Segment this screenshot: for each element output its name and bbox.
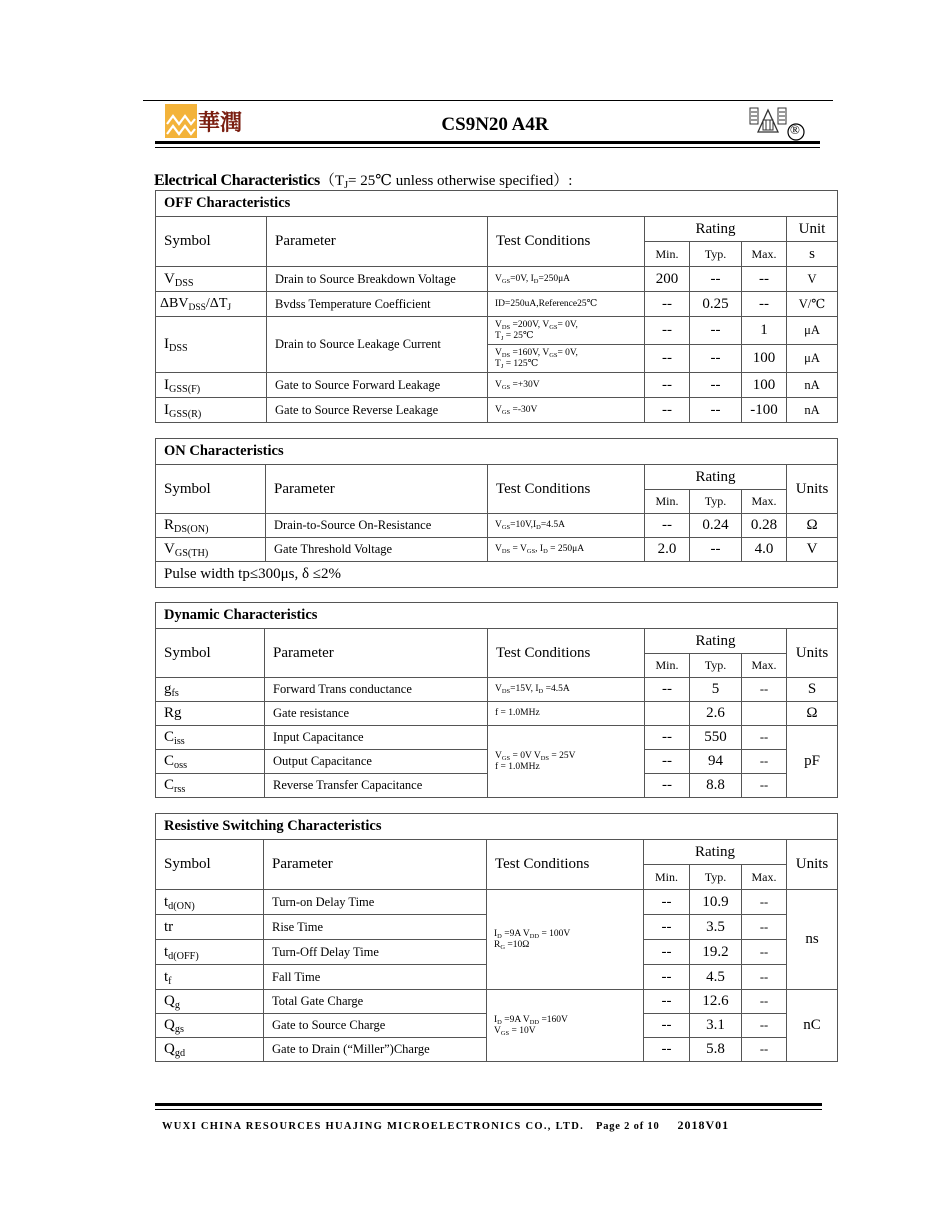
typ-cell: 4.5 [690,965,742,990]
table-row [156,726,838,750]
symbol-cell: $C_{oss}$ [156,750,265,774]
header-parameter: Parameter [264,840,487,890]
min-cell: -- [645,678,690,702]
table-title: OFF Characteristics [156,191,838,217]
header-units: Units [787,629,838,678]
max-cell: 0.28 [742,514,787,538]
symbol-cell: $t_{d(OFF)}$ [156,940,264,965]
typ-cell: 94 [690,750,742,774]
min-cell: -- [645,398,690,423]
parameter-cell: Gate to Source Reverse Leakage [267,398,488,423]
typ-cell: -- [690,345,742,373]
header-rating: Rating [645,217,787,242]
header-min: Min. [645,490,690,514]
table-row [156,373,838,398]
max-cell: -- [742,915,787,940]
switching-characteristics-table [155,813,838,1062]
footer-company: WUXI CHINA RESOURCES HUAJING MICROELECTRONICS CO., LTD. [162,1121,585,1132]
max-cell: -- [742,940,787,965]
min-cell: -- [645,373,690,398]
min-cell: -- [645,750,690,774]
symbol-cell: $I_{DSS}$ [156,317,267,373]
min-cell: -- [644,890,690,915]
header-min: Min. [645,654,690,678]
typ-cell: 2.6 [690,702,742,726]
section-title-sub: J [344,180,349,192]
typ-cell: 8.8 [690,774,742,798]
parameter-cell: Reverse Transfer Capacitance [265,774,488,798]
max-cell: -- [742,678,787,702]
min-cell: -- [645,726,690,750]
parameter-cell: Drain to Source Breakdown Voltage [267,267,488,292]
typ-cell: 12.6 [690,990,742,1014]
max-cell: -- [742,990,787,1014]
footer-page-number: Page 2 of 10 [595,1121,660,1132]
table-title: Resistive Switching Characteristics [156,814,838,840]
symbol-cell: $V_{GS(TH)}$ [156,538,266,562]
header-units: Units [787,465,838,514]
section-title-pre: （T [319,173,345,189]
symbol-cell: $I_{GSS(R)}$ [156,398,267,423]
unit-cell: V/℃ [787,292,838,317]
header-rating: Rating [644,840,787,865]
page-footer [162,1118,729,1133]
parameter-cell: Gate Threshold Voltage [266,538,488,562]
header-max: Max. [742,865,787,890]
parameter-cell: Gate to Drain (“Miller”)Charge [264,1038,487,1062]
header-symbol: Symbol [156,840,264,890]
header-parameter: Parameter [265,629,488,678]
condition-cell: $V_{GS} = 0V$ $V_{DS} = 25V$ f = 1.0MHz [488,726,645,798]
header-test-conditions: Test Conditions [488,217,645,267]
parameter-cell: Rise Time [264,915,487,940]
parameter-cell: Gate resistance [265,702,488,726]
unit-cell: S [787,678,838,702]
typ-cell: -- [690,267,742,292]
max-cell: -- [742,1014,787,1038]
unit-cell: pF [787,726,838,798]
table-row [156,514,838,538]
typ-cell: 19.2 [690,940,742,965]
parameter-cell: Gate to Source Forward Leakage [267,373,488,398]
table-row [156,678,838,702]
header-rule-thick [155,141,820,144]
min-cell: -- [645,345,690,373]
header-max: Max. [742,490,787,514]
table-row [156,702,838,726]
typ-cell: 3.1 [690,1014,742,1038]
on-characteristics-table [155,438,838,588]
table-title: Dynamic Characteristics [156,603,838,629]
max-cell: -- [742,726,787,750]
header-rating: Rating [645,465,787,490]
symbol-cell: tr [156,915,264,940]
table-row [156,990,838,1014]
table-row [156,398,838,423]
header-units: Units [787,840,838,890]
header-unit-suffix: s [787,242,838,267]
min-cell: -- [644,965,690,990]
condition-cell: $V_{DS} = V_{GS}$, $I_D = 250\mu A$ [488,538,645,562]
max-cell: -100 [742,398,787,423]
min-cell: 2.0 [645,538,690,562]
max-cell: -- [742,890,787,915]
parameter-cell: Bvdss Temperature Coefficient [267,292,488,317]
unit-cell: Ω [787,702,838,726]
parameter-cell: Drain-to-Source On-Resistance [266,514,488,538]
header-parameter: Parameter [267,217,488,267]
min-cell: -- [645,514,690,538]
header-max: Max. [742,654,787,678]
parameter-cell: Forward Trans conductance [265,678,488,702]
typ-cell: 550 [690,726,742,750]
header-typ: Typ. [690,865,742,890]
symbol-cell: $t_f$ [156,965,264,990]
parameter-cell: Turn-Off Delay Time [264,940,487,965]
certification-mark [748,106,808,142]
max-cell [742,702,787,726]
min-cell: 200 [645,267,690,292]
footer-rule-thick [155,1103,822,1106]
off-characteristics-table [155,190,838,423]
table-row [156,538,838,562]
condition-cell: $I_D =9A$ $V_{DD} =160V$ $V_{GS} = 10V$ [487,990,644,1062]
max-cell: -- [742,774,787,798]
header-test-conditions: Test Conditions [487,840,644,890]
unit-cell: ns [787,890,838,990]
condition-cell: $V_{GS}=0V$, $I_D=250\mu A$ [488,267,645,292]
footer-rule-thin [155,1109,822,1110]
min-cell: -- [644,990,690,1014]
max-cell: -- [742,965,787,990]
max-cell: -- [742,267,787,292]
condition-cell: $V_{GS} =-30V$ [488,398,645,423]
section-title [154,169,572,190]
max-cell: 100 [742,373,787,398]
parameter-cell: Gate to Source Charge [264,1014,487,1038]
table-row [156,267,838,292]
header-max: Max. [742,242,787,267]
header-typ: Typ. [690,654,742,678]
condition-cell: ID=250uA,Reference25℃ [488,292,645,317]
parameter-cell: Input Capacitance [265,726,488,750]
max-cell: -- [742,750,787,774]
typ-cell: -- [690,373,742,398]
min-cell: -- [644,1014,690,1038]
condition-cell: $I_D =9A$ $V_{DD} = 100V$ $R_G =10\Omega$ [487,890,644,990]
typ-cell: -- [690,538,742,562]
typ-cell: 5 [690,678,742,702]
unit-cell: V [787,538,838,562]
header-min: Min. [645,242,690,267]
symbol-cell: $V_{DSS}$ [156,267,267,292]
max-cell: -- [742,292,787,317]
typ-cell: 0.25 [690,292,742,317]
pulse-note: Pulse width tp≤300μs, δ ≤2% [156,562,838,588]
header-rating: Rating [645,629,787,654]
symbol-cell: $Q_{gd}$ [156,1038,264,1062]
max-cell: 100 [742,345,787,373]
footer-version: 2018V01 [677,1118,730,1132]
typ-cell: 3.5 [690,915,742,940]
table-row [156,317,838,345]
symbol-cell: $Q_g$ [156,990,264,1014]
header-symbol: Symbol [156,217,267,267]
symbol-cell: $R_{DS(ON)}$ [156,514,266,538]
unit-cell: μA [787,317,838,345]
typ-cell: 0.24 [690,514,742,538]
logo-mark-icon [165,104,197,138]
symbol-cell: $C_{iss}$ [156,726,265,750]
logo-text: 華潤 [198,110,243,135]
max-cell: 1 [742,317,787,345]
typ-cell: 10.9 [690,890,742,915]
parameter-cell: Output Capacitance [265,750,488,774]
typ-cell: -- [690,398,742,423]
symbol-cell: $I_{GSS(F)}$ [156,373,267,398]
symbol-cell: $g_{fs}$ [156,678,265,702]
table-row [156,292,838,317]
parameter-cell: Drain to Source Leakage Current [267,317,488,373]
header-typ: Typ. [690,490,742,514]
section-title-bold: Electrical Characteristics [154,172,320,189]
header-symbol: Symbol [156,629,265,678]
header-symbol: Symbol [156,465,266,514]
symbol-cell: Rg [156,702,265,726]
header-typ: Typ. [690,242,742,267]
header-top-rule [143,100,833,101]
registered-mark: ® [790,122,800,137]
parameter-cell: Fall Time [264,965,487,990]
table-title: ON Characteristics [156,439,838,465]
condition-cell: $V_{DS} =200V$, $V_{GS}= 0V$, $T_J$ = 25℃ [488,317,645,345]
document-title: CS9N20 A4R [441,114,549,135]
unit-cell: μA [787,345,838,373]
company-logo [165,104,245,138]
condition-cell: $V_{DS}=15V$, $I_D =4.5A$ [488,678,645,702]
min-cell: -- [644,1038,690,1062]
table-row [156,890,838,915]
condition-cell: $V_{DS} =160V$, $V_{GS}= 0V$, $T_J$ = 125℃ [488,345,645,373]
parameter-cell: Turn-on Delay Time [264,890,487,915]
symbol-cell: $t_{d(ON)}$ [156,890,264,915]
unit-cell: Ω [787,514,838,538]
unit-cell: V [787,267,838,292]
min-cell: -- [644,940,690,965]
unit-cell: nC [787,990,838,1062]
header-parameter: Parameter [266,465,488,514]
parameter-cell: Total Gate Charge [264,990,487,1014]
header-test-conditions: Test Conditions [488,465,645,514]
condition-cell: $V_{GS}=10V,I_D=4.5A$ [488,514,645,538]
min-cell: -- [644,915,690,940]
max-cell: -- [742,1038,787,1062]
symbol-cell: $Q_{gs}$ [156,1014,264,1038]
header-rule-thin [155,147,820,148]
unit-cell: nA [787,398,838,423]
symbol-cell: $C_{rss}$ [156,774,265,798]
min-cell: -- [645,292,690,317]
max-cell: 4.0 [742,538,787,562]
condition-cell: $V_{GS} =+30V$ [488,373,645,398]
typ-cell: -- [690,317,742,345]
header-test-conditions: Test Conditions [488,629,645,678]
condition-cell: f = 1.0MHz [488,702,645,726]
dynamic-characteristics-table [155,602,838,798]
unit-cell: nA [787,373,838,398]
min-cell [645,702,690,726]
header-min: Min. [644,865,690,890]
symbol-cell: $\Delta BV_{DSS}/\Delta T_J$ [156,292,267,317]
min-cell: -- [645,774,690,798]
header-unit: Unit [787,217,838,242]
min-cell: -- [645,317,690,345]
section-title-rest: = 25℃ unless otherwise specified）: [348,173,573,189]
typ-cell: 5.8 [690,1038,742,1062]
